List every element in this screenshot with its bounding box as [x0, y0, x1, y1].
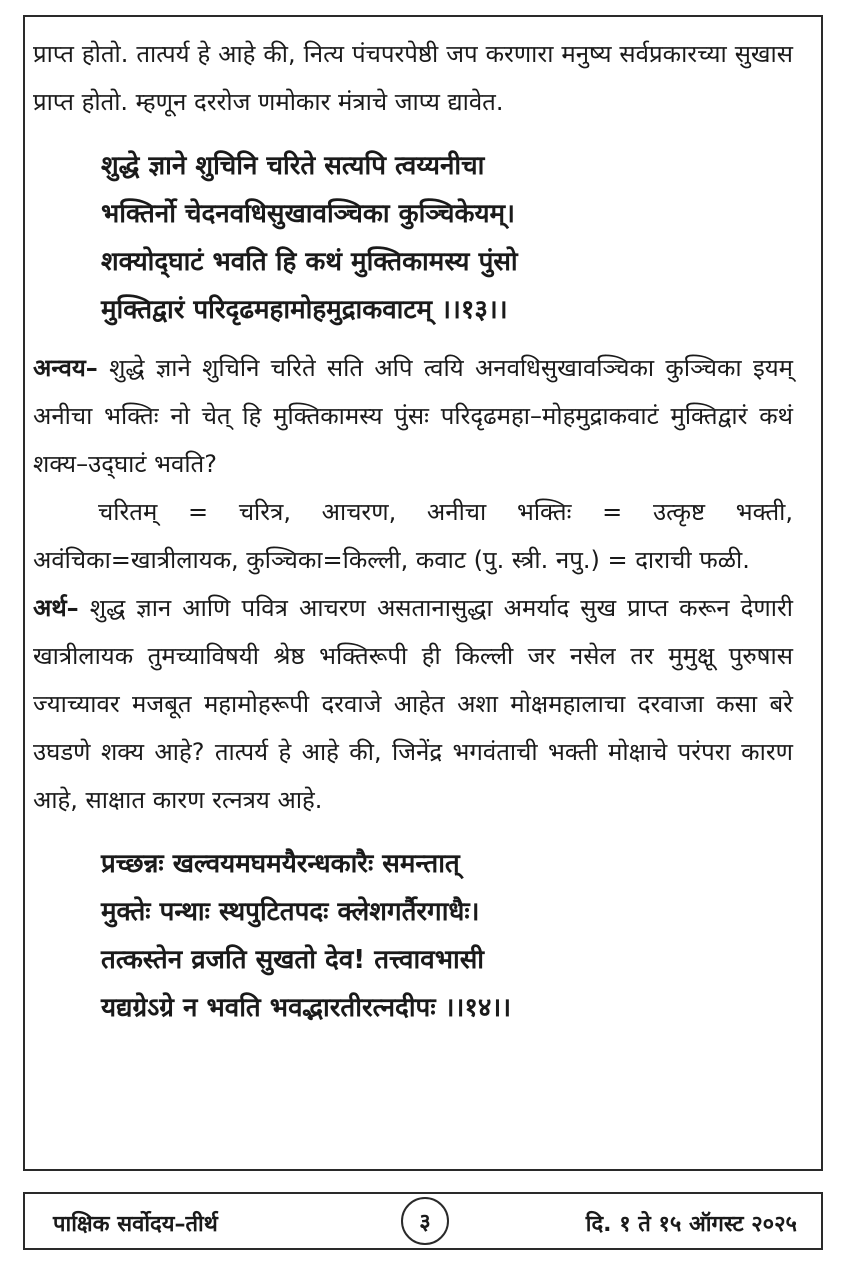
anvay-label: अन्वय–	[33, 354, 98, 382]
verse-14-line-4: यद्यग्रेऽग्रे न भवति भवद्भारतीरत्नदीपः ।।१४।।	[101, 993, 512, 1023]
intro-paragraph: प्राप्त होतो. तात्पर्य हे आहे की, नित्य पंचपरपेष्ठी जप करणारा मनुष्य सर्वप्रकारच्या सुखास प्राप्त होतो. म्हणून दररोज णमोकार मंत्राचे जाप्य द्यावेत.	[33, 40, 794, 116]
verse-13-line-4: मुक्तिद्वारं परिदृढमहामोहमुद्राकवाटम् ।।१३।।	[101, 295, 508, 325]
verse-13	[33, 142, 793, 334]
verse-14-line-3: तत्कस्तेन व्रजति सुखतो देव! तत्त्वावभासी	[101, 945, 485, 975]
verse-14	[33, 840, 793, 1032]
publication-name: पाक्षिक सर्वोदय–तीर्थ	[53, 1212, 218, 1237]
page-footer	[23, 1192, 823, 1250]
verse-14-line-2: मुक्तेः पन्थाः स्थपुटितपदः क्लेशगर्तैरगाधैः।	[101, 897, 480, 927]
issue-date: दि. १ ते १५ ऑगस्ट २०२५	[585, 1212, 797, 1237]
verse-13-line-3: शक्योद्‌घाटं भवति हि कथं मुक्तिकामस्य पुंसो	[101, 247, 518, 277]
anvay-paragraph	[33, 344, 793, 488]
page-content	[33, 30, 793, 1032]
arth-text: शुद्ध ज्ञान आणि पवित्र आचरण असतानासुद्धा अमर्याद सुख प्राप्त करून देणारी खात्रीलायक तुमच्याविषयी श्रेष्ठ भक्तिरूपी ही किल्ली जर नसेल तर मुमुक्षू पुरुषास ज्याच्यावर मजबूत महामोहरूपी दरवाजे आहेत अशा मोक्षमहालाचा दरवाजा कसा बरे उघडणे शक्य आहे? तात्पर्य हे आहे की, जिनेंद्र भगवंताची भक्ती मोक्षाचे परंपरा कारण आहे, साक्षात कारण रत्नत्रय आहे.	[33, 594, 793, 814]
anvay-text: शुद्धे ज्ञाने शुचिनि चरिते सति अपि त्वयि अनवधिसुखावञ्चिका कुञ्चिका इयम् अनीचा भक्तिः नो चेत् हि मुक्तिकामस्य पुंसः परिदृढमहा–मोहमुद्राकवाटं मुक्तिद्वारं कथं शक्य–उद्‌घाटं भवति?	[33, 354, 793, 478]
arth-paragraph	[33, 584, 793, 824]
verse-13-line-2: भक्तिर्नो चेदनवधिसुखावञ्चिका कुञ्चिकेयम्।	[101, 199, 515, 229]
arth-label: अर्थ–	[33, 594, 79, 622]
glossary-paragraph: चरितम् = चरित्र, आचरण, अनीचा भक्तिः = उत्कृष्ट भक्ती, अवंचिका=खात्रीलायक, कुञ्चिका=किल्ली, कवाट (पु. स्त्री. नपु.) = दाराची फळी.	[33, 498, 793, 574]
verse-14-line-1: प्रच्छन्नः खल्वयमघमयैरन्धकारैः समन्तात्	[101, 849, 460, 879]
page-number: ३	[401, 1197, 449, 1245]
verse-13-line-1: शुद्धे ज्ञाने शुचिनि चरिते सत्यपि त्वय्यनीचा	[101, 151, 485, 181]
